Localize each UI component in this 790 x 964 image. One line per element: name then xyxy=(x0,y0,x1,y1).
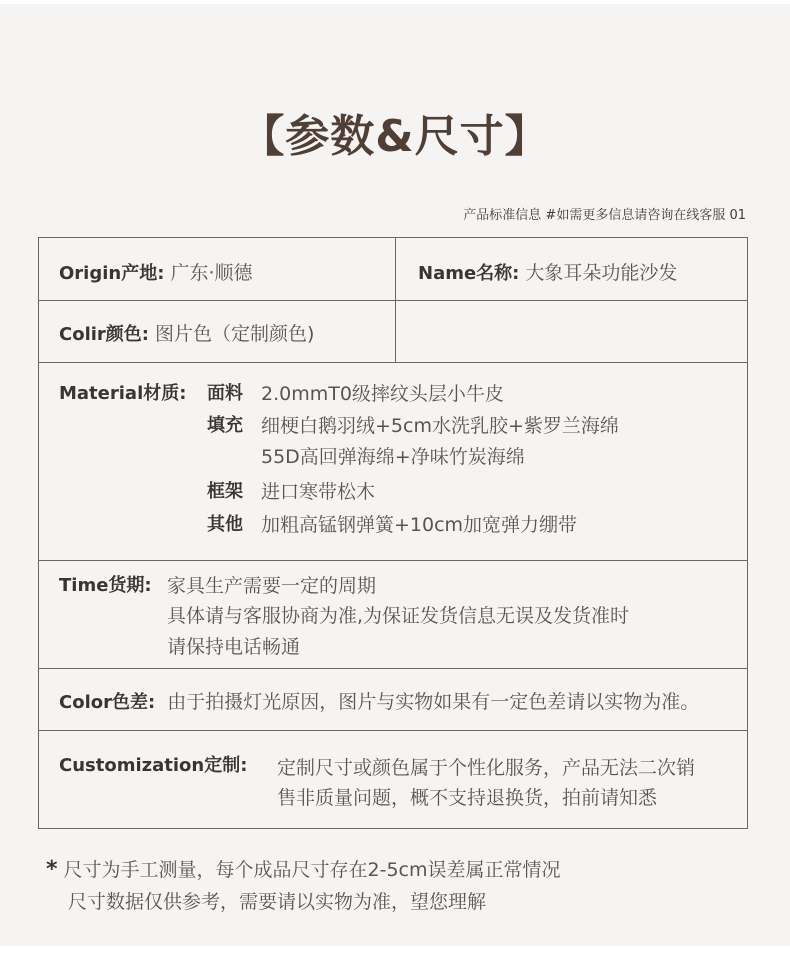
color-key: Color色差: xyxy=(59,692,156,713)
row-customization xyxy=(39,730,747,828)
colir-cell xyxy=(39,301,396,362)
footnote xyxy=(46,854,561,918)
name-cell xyxy=(396,238,747,300)
material-fabric-label: 面料 xyxy=(207,383,243,404)
color-value: 由于拍摄灯光原因，图片与实物如果有一定色差请以实物为准。 xyxy=(167,691,700,713)
time-key: Time货期: xyxy=(59,575,152,596)
material-other-value: 加粗高锰钢弹簧+10cm加宽弹力绷带 xyxy=(261,514,578,536)
footnote-line-1: 尺寸为手工测量，每个成品尺寸存在2-5cm误差属正常情况 xyxy=(63,859,561,881)
row-time xyxy=(39,560,747,668)
page-title: 【参数&尺寸】 xyxy=(240,111,550,162)
origin-cell xyxy=(39,238,396,300)
info-note: 产品标准信息 #如需更多信息请咨询在线客服 01 xyxy=(463,208,746,223)
empty-cell xyxy=(396,301,747,362)
material-filling-line-1: 细梗白鹅羽绒+5cm水洗乳胶+紫罗兰海绵 xyxy=(261,415,619,437)
spec-table xyxy=(38,237,748,829)
material-filling-line-2: 55D高回弹海绵+净味竹炭海绵 xyxy=(261,446,525,468)
row-origin-name xyxy=(39,238,747,300)
origin-value: 广东·顺德 xyxy=(170,262,253,284)
time-line-1: 家具生产需要一定的周期 xyxy=(167,575,377,597)
custom-line-2: 售非质量问题，概不支持退换货，拍前请知悉 xyxy=(277,787,658,809)
time-line-3: 请保持电话畅通 xyxy=(167,636,301,658)
custom-key: Customization定制: xyxy=(59,755,248,776)
row-colir xyxy=(39,300,747,362)
name-key: Name名称: xyxy=(418,263,520,284)
custom-line-1: 定制尺寸或颜色属于个性化服务，产品无法二次销 xyxy=(277,757,696,779)
page-background xyxy=(0,4,790,946)
time-line-2: 具体请与客服协商为准,为保证发货信息无误及发货准时 xyxy=(167,605,630,627)
asterisk-icon: * xyxy=(46,857,58,882)
colir-value: 图片色（定制颜色) xyxy=(155,323,315,345)
origin-key: Origin产地: xyxy=(59,263,165,284)
colir-key: Colir颜色: xyxy=(59,324,149,345)
material-fabric-value: 2.0mmT0级摔纹头层小牛皮 xyxy=(261,383,504,405)
footnote-line-2: 尺寸数据仅供参考，需要请以实物为准，望您理解 xyxy=(68,891,487,913)
material-other-label: 其他 xyxy=(207,514,243,535)
material-frame-value: 进口寒带松木 xyxy=(261,481,376,503)
row-color xyxy=(39,668,747,730)
row-material xyxy=(39,362,747,560)
material-filling-label: 填充 xyxy=(207,415,243,436)
material-key: Material材质: xyxy=(59,383,187,404)
material-frame-label: 框架 xyxy=(207,481,243,502)
name-value: 大象耳朵功能沙发 xyxy=(525,262,678,284)
